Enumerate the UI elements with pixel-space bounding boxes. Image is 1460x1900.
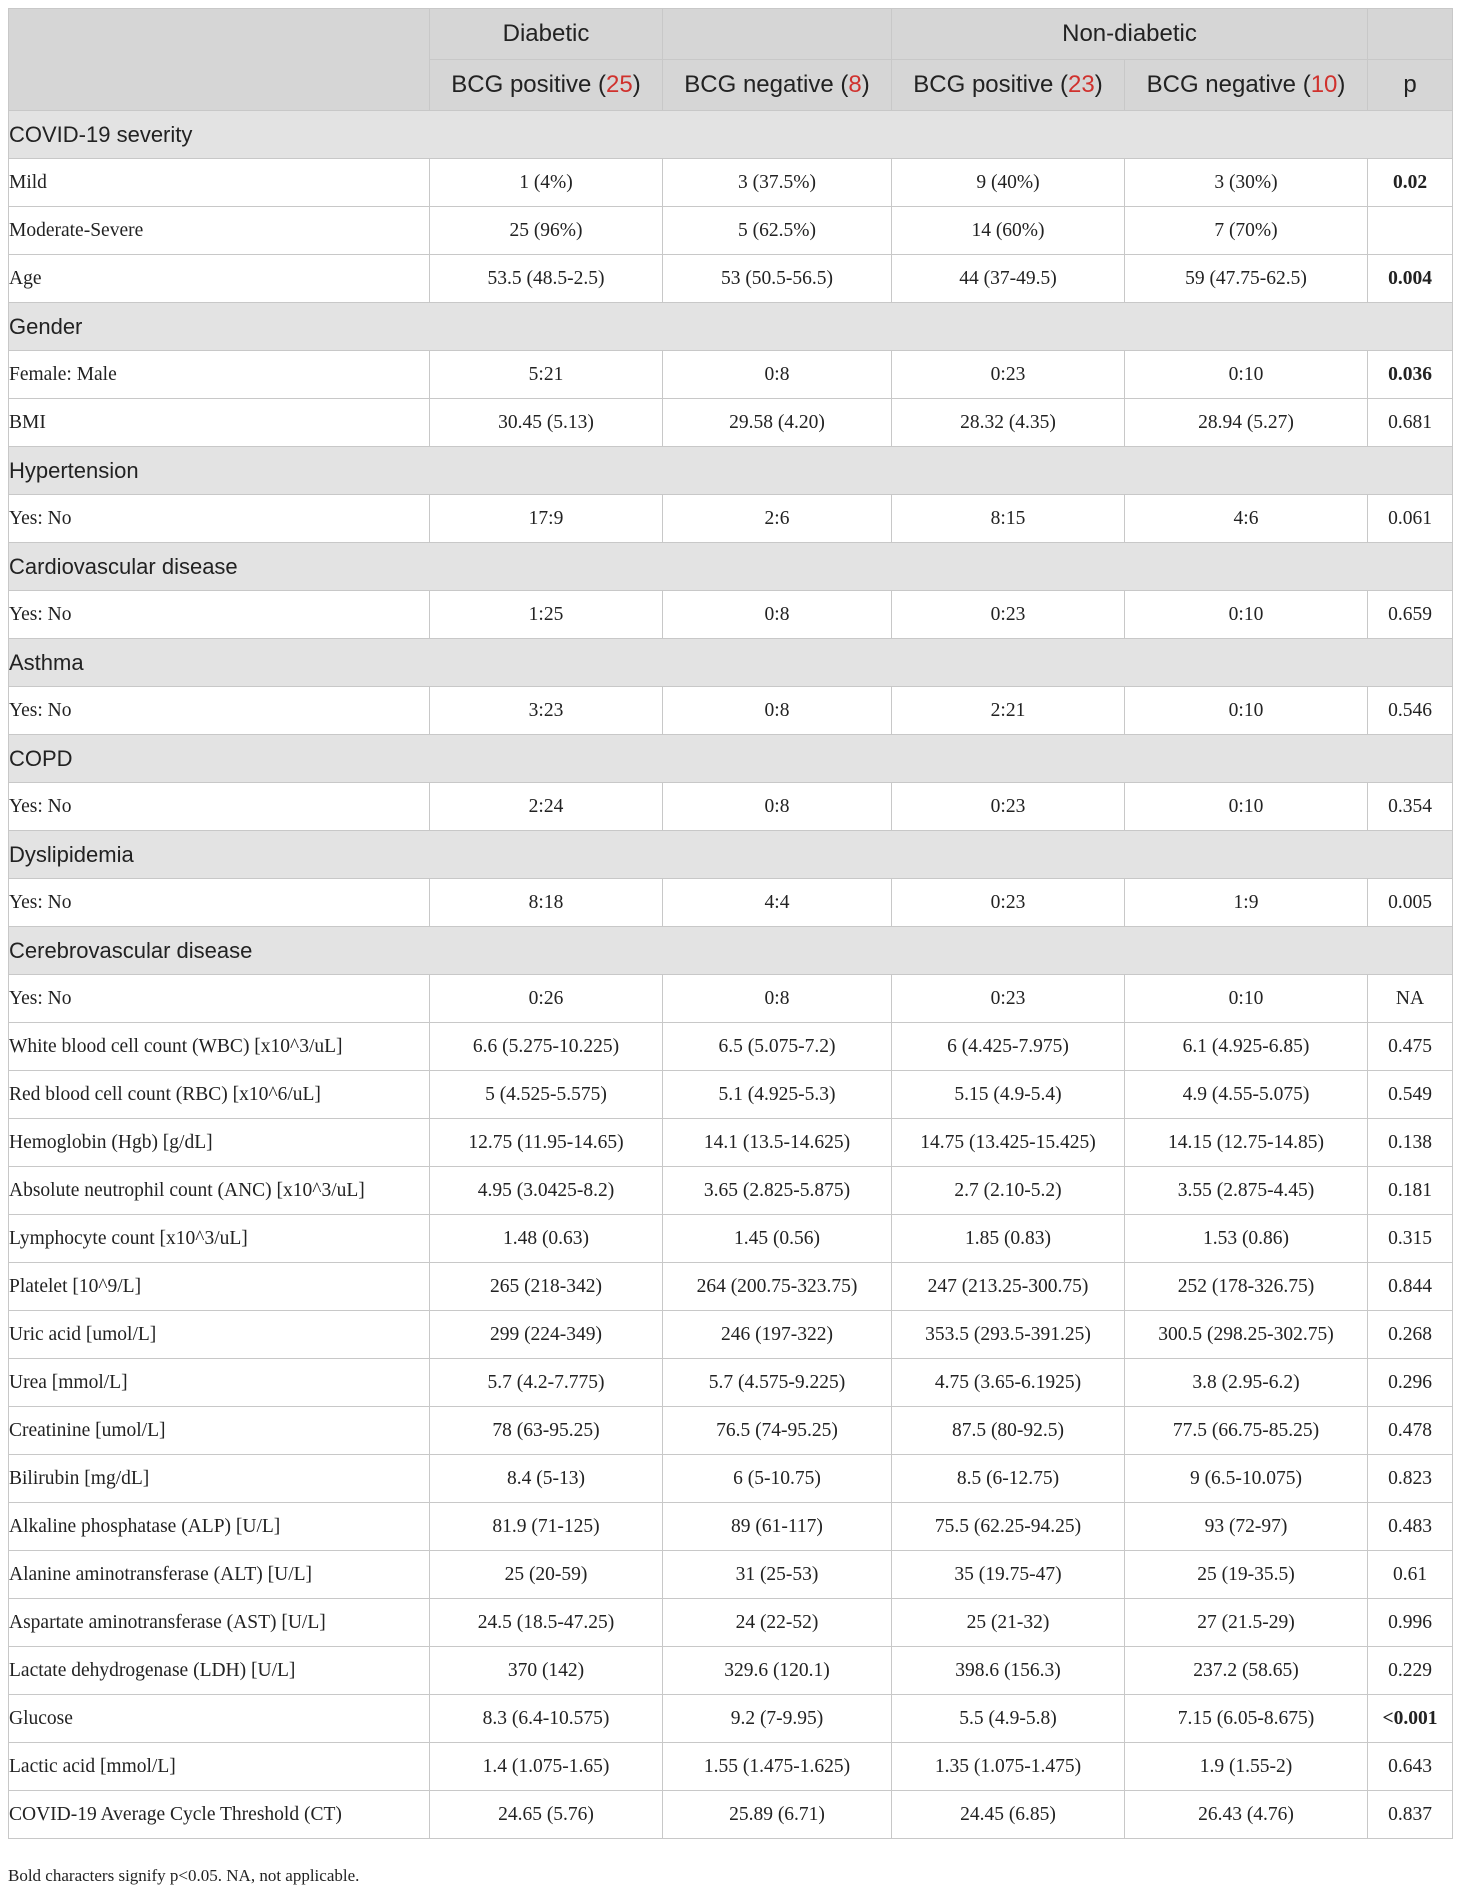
- table-row: [9, 1359, 1453, 1407]
- cell-value: 264 (200.75-323.75): [663, 1263, 892, 1311]
- cell-value: 44 (37-49.5): [892, 255, 1125, 303]
- header-col-2: BCG negative (8): [663, 60, 892, 111]
- table-row: [9, 1695, 1453, 1743]
- cell-value: 89 (61-117): [663, 1503, 892, 1551]
- cell-value: 25 (20-59): [430, 1551, 663, 1599]
- section-row: [9, 543, 1453, 591]
- cell-value: 25 (96%): [430, 207, 663, 255]
- cell-value: 14.75 (13.425-15.425): [892, 1119, 1125, 1167]
- row-label: Hemoglobin (Hgb) [g/dL]: [9, 1119, 430, 1167]
- cell-value: 53.5 (48.5-2.5): [430, 255, 663, 303]
- table-row: [9, 1023, 1453, 1071]
- table-row: [9, 351, 1453, 399]
- cell-value: 6 (5-10.75): [663, 1455, 892, 1503]
- cell-value: 265 (218-342): [430, 1263, 663, 1311]
- cell-value: 7 (70%): [1125, 207, 1368, 255]
- cell-value: 353.5 (293.5-391.25): [892, 1311, 1125, 1359]
- p-value: 0.005: [1368, 879, 1453, 927]
- p-value: 0.181: [1368, 1167, 1453, 1215]
- cell-value: 0:8: [663, 351, 892, 399]
- p-value: 0.844: [1368, 1263, 1453, 1311]
- p-value: 0.483: [1368, 1503, 1453, 1551]
- cell-value: 1.53 (0.86): [1125, 1215, 1368, 1263]
- cell-value: 9 (40%): [892, 159, 1125, 207]
- cell-value: 0:10: [1125, 351, 1368, 399]
- section-title: COVID-19 severity: [9, 111, 1453, 159]
- cell-value: 5 (62.5%): [663, 207, 892, 255]
- row-label: Aspartate aminotransferase (AST) [U/L]: [9, 1599, 430, 1647]
- cell-value: 5:21: [430, 351, 663, 399]
- table-row: [9, 1599, 1453, 1647]
- cell-value: 87.5 (80-92.5): [892, 1407, 1125, 1455]
- section-title: COPD: [9, 735, 1453, 783]
- cell-value: 300.5 (298.25-302.75): [1125, 1311, 1368, 1359]
- cell-value: 398.6 (156.3): [892, 1647, 1125, 1695]
- cell-value: 3 (37.5%): [663, 159, 892, 207]
- p-value: 0.061: [1368, 495, 1453, 543]
- cell-value: 370 (142): [430, 1647, 663, 1695]
- table-footnote: Bold characters signify p<0.05. NA, not applicable.: [8, 1866, 360, 1885]
- section-row: [9, 111, 1453, 159]
- cell-value: 0:23: [892, 783, 1125, 831]
- cell-value: 14.15 (12.75-14.85): [1125, 1119, 1368, 1167]
- cell-value: 26.43 (4.76): [1125, 1791, 1368, 1839]
- cell-value: 0:8: [663, 591, 892, 639]
- header-group-non-diabetic: Non-diabetic: [892, 9, 1368, 60]
- cell-value: 24.45 (6.85): [892, 1791, 1125, 1839]
- cell-value: 8:15: [892, 495, 1125, 543]
- row-label: Female: Male: [9, 351, 430, 399]
- cell-value: 0:23: [892, 975, 1125, 1023]
- p-value: 0.138: [1368, 1119, 1453, 1167]
- p-value: 0.659: [1368, 591, 1453, 639]
- cell-value: 7.15 (6.05-8.675): [1125, 1695, 1368, 1743]
- row-label: BMI: [9, 399, 430, 447]
- row-label: Platelet [10^9/L]: [9, 1263, 430, 1311]
- cell-value: 6 (4.425-7.975): [892, 1023, 1125, 1071]
- cell-value: 2.7 (2.10-5.2): [892, 1167, 1125, 1215]
- cell-value: 8.5 (6-12.75): [892, 1455, 1125, 1503]
- cell-value: 5 (4.525-5.575): [430, 1071, 663, 1119]
- row-label: Age: [9, 255, 430, 303]
- cell-value: 6.6 (5.275-10.225): [430, 1023, 663, 1071]
- cell-value: 0:10: [1125, 687, 1368, 735]
- cell-value: 1.35 (1.075-1.475): [892, 1743, 1125, 1791]
- cell-value: 9 (6.5-10.075): [1125, 1455, 1368, 1503]
- cell-value: 5.5 (4.9-5.8): [892, 1695, 1125, 1743]
- cell-value: 76.5 (74-95.25): [663, 1407, 892, 1455]
- row-label: Lactate dehydrogenase (LDH) [U/L]: [9, 1647, 430, 1695]
- cell-value: 4.95 (3.0425-8.2): [430, 1167, 663, 1215]
- section-row: [9, 927, 1453, 975]
- header-group-diabetic: Diabetic: [430, 9, 663, 60]
- cell-value: 1.4 (1.075-1.65): [430, 1743, 663, 1791]
- section-row: [9, 735, 1453, 783]
- p-value: 0.315: [1368, 1215, 1453, 1263]
- cell-value: 0:8: [663, 687, 892, 735]
- cell-value: 24 (22-52): [663, 1599, 892, 1647]
- cell-value: 3.55 (2.875-4.45): [1125, 1167, 1368, 1215]
- p-value: 0.475: [1368, 1023, 1453, 1071]
- cell-value: 8:18: [430, 879, 663, 927]
- p-value: <0.001: [1368, 1695, 1453, 1743]
- cell-value: 53 (50.5-56.5): [663, 255, 892, 303]
- table-row: [9, 1503, 1453, 1551]
- cell-value: 3.8 (2.95-6.2): [1125, 1359, 1368, 1407]
- row-label: Yes: No: [9, 495, 430, 543]
- row-label: Urea [mmol/L]: [9, 1359, 430, 1407]
- header-blank-p: [1368, 9, 1453, 60]
- cell-value: 93 (72-97): [1125, 1503, 1368, 1551]
- row-label: Lymphocyte count [x10^3/uL]: [9, 1215, 430, 1263]
- row-label: Yes: No: [9, 879, 430, 927]
- row-label: Uric acid [umol/L]: [9, 1311, 430, 1359]
- header-col-4: BCG negative (10): [1125, 60, 1368, 111]
- table-row: [9, 1551, 1453, 1599]
- cell-value: 14.1 (13.5-14.625): [663, 1119, 892, 1167]
- cell-value: 5.1 (4.925-5.3): [663, 1071, 892, 1119]
- cell-value: 2:21: [892, 687, 1125, 735]
- p-value: 0.61: [1368, 1551, 1453, 1599]
- cell-value: 0:23: [892, 879, 1125, 927]
- cell-value: 6.5 (5.075-7.2): [663, 1023, 892, 1071]
- table-row: [9, 1215, 1453, 1263]
- p-value: 0.036: [1368, 351, 1453, 399]
- cell-value: 1.45 (0.56): [663, 1215, 892, 1263]
- p-value: 0.354: [1368, 783, 1453, 831]
- table-row: [9, 1743, 1453, 1791]
- cell-value: 1.48 (0.63): [430, 1215, 663, 1263]
- table-row: [9, 1311, 1453, 1359]
- table-row: [9, 399, 1453, 447]
- p-value: 0.549: [1368, 1071, 1453, 1119]
- cell-value: 4:4: [663, 879, 892, 927]
- cell-value: 17:9: [430, 495, 663, 543]
- cell-value: 0:8: [663, 975, 892, 1023]
- header-col-3: BCG positive (23): [892, 60, 1125, 111]
- table-row: [9, 1647, 1453, 1695]
- table-row: [9, 1167, 1453, 1215]
- cell-value: 1.85 (0.83): [892, 1215, 1125, 1263]
- table-row: [9, 255, 1453, 303]
- cell-value: 5.7 (4.575-9.225): [663, 1359, 892, 1407]
- cell-value: 0:10: [1125, 783, 1368, 831]
- header-col-p: p: [1368, 60, 1453, 111]
- cell-value: 30.45 (5.13): [430, 399, 663, 447]
- cell-value: 1.9 (1.55-2): [1125, 1743, 1368, 1791]
- table-row: [9, 1119, 1453, 1167]
- table-row: [9, 495, 1453, 543]
- cell-value: 78 (63-95.25): [430, 1407, 663, 1455]
- cell-value: 6.1 (4.925-6.85): [1125, 1023, 1368, 1071]
- row-label: Lactic acid [mmol/L]: [9, 1743, 430, 1791]
- cell-value: 8.3 (6.4-10.575): [430, 1695, 663, 1743]
- cell-value: 28.32 (4.35): [892, 399, 1125, 447]
- cell-value: 1 (4%): [430, 159, 663, 207]
- cell-value: 3:23: [430, 687, 663, 735]
- row-label: Absolute neutrophil count (ANC) [x10^3/uL]: [9, 1167, 430, 1215]
- cell-value: 3.65 (2.825-5.875): [663, 1167, 892, 1215]
- table-row: [9, 207, 1453, 255]
- p-value: 0.823: [1368, 1455, 1453, 1503]
- cell-value: 1:9: [1125, 879, 1368, 927]
- table-body: [9, 111, 1453, 1839]
- cell-value: 25 (21-32): [892, 1599, 1125, 1647]
- cell-value: 5.7 (4.2-7.775): [430, 1359, 663, 1407]
- cell-value: 4.75 (3.65-6.1925): [892, 1359, 1125, 1407]
- cell-value: 25.89 (6.71): [663, 1791, 892, 1839]
- table-row: [9, 879, 1453, 927]
- section-title: Cardiovascular disease: [9, 543, 1453, 591]
- section-row: [9, 831, 1453, 879]
- row-label: Yes: No: [9, 975, 430, 1023]
- cell-value: 0:26: [430, 975, 663, 1023]
- cell-value: 1:25: [430, 591, 663, 639]
- section-title: Gender: [9, 303, 1453, 351]
- cell-value: 81.9 (71-125): [430, 1503, 663, 1551]
- cell-value: 25 (19-35.5): [1125, 1551, 1368, 1599]
- cell-value: 0:10: [1125, 591, 1368, 639]
- cell-value: 0:23: [892, 591, 1125, 639]
- row-label: Red blood cell count (RBC) [x10^6/uL]: [9, 1071, 430, 1119]
- table-row: [9, 1263, 1453, 1311]
- cell-value: 59 (47.75-62.5): [1125, 255, 1368, 303]
- table-row: [9, 159, 1453, 207]
- section-title: Asthma: [9, 639, 1453, 687]
- row-label: COVID-19 Average Cycle Threshold (CT): [9, 1791, 430, 1839]
- row-label: White blood cell count (WBC) [x10^3/uL]: [9, 1023, 430, 1071]
- cell-value: 252 (178-326.75): [1125, 1263, 1368, 1311]
- cell-value: 4.9 (4.55-5.075): [1125, 1071, 1368, 1119]
- cell-value: 2:24: [430, 783, 663, 831]
- p-value: 0.268: [1368, 1311, 1453, 1359]
- p-value: 0.229: [1368, 1647, 1453, 1695]
- row-label: Moderate-Severe: [9, 207, 430, 255]
- cell-value: 2:6: [663, 495, 892, 543]
- cell-value: 246 (197-322): [663, 1311, 892, 1359]
- cell-value: 237.2 (58.65): [1125, 1647, 1368, 1695]
- section-row: [9, 303, 1453, 351]
- row-label: Alanine aminotransferase (ALT) [U/L]: [9, 1551, 430, 1599]
- p-value: 0.004: [1368, 255, 1453, 303]
- cell-value: 0:23: [892, 351, 1125, 399]
- cell-value: 75.5 (62.25-94.25): [892, 1503, 1125, 1551]
- p-value: [1368, 207, 1453, 255]
- table-row: [9, 783, 1453, 831]
- table-row: [9, 975, 1453, 1023]
- cell-value: 29.58 (4.20): [663, 399, 892, 447]
- p-value: 0.643: [1368, 1743, 1453, 1791]
- cell-value: 1.55 (1.475-1.625): [663, 1743, 892, 1791]
- row-label: Bilirubin [mg/dL]: [9, 1455, 430, 1503]
- cell-value: 31 (25-53): [663, 1551, 892, 1599]
- cell-value: 24.65 (5.76): [430, 1791, 663, 1839]
- row-label: Glucose: [9, 1695, 430, 1743]
- cell-value: 14 (60%): [892, 207, 1125, 255]
- cell-value: 24.5 (18.5-47.25): [430, 1599, 663, 1647]
- section-title: Cerebrovascular disease: [9, 927, 1453, 975]
- table-row: [9, 591, 1453, 639]
- row-label: Yes: No: [9, 783, 430, 831]
- p-value: 0.996: [1368, 1599, 1453, 1647]
- p-value: 0.478: [1368, 1407, 1453, 1455]
- table-row: [9, 1791, 1453, 1839]
- p-value: 0.546: [1368, 687, 1453, 735]
- p-value: 0.02: [1368, 159, 1453, 207]
- cell-value: 28.94 (5.27): [1125, 399, 1368, 447]
- cell-value: 12.75 (11.95-14.65): [430, 1119, 663, 1167]
- header-group-diabetic-span: [663, 9, 892, 60]
- section-title: Dyslipidemia: [9, 831, 1453, 879]
- row-label: Mild: [9, 159, 430, 207]
- header-row-groups: [9, 9, 1453, 60]
- cell-value: 247 (213.25-300.75): [892, 1263, 1125, 1311]
- p-value: 0.837: [1368, 1791, 1453, 1839]
- p-value: 0.681: [1368, 399, 1453, 447]
- header-col-1: BCG positive (25): [430, 60, 663, 111]
- cell-value: 77.5 (66.75-85.25): [1125, 1407, 1368, 1455]
- p-value: NA: [1368, 975, 1453, 1023]
- section-row: [9, 639, 1453, 687]
- data-table: [8, 8, 1453, 1839]
- table-row: [9, 1071, 1453, 1119]
- cell-value: 0:8: [663, 783, 892, 831]
- cell-value: 3 (30%): [1125, 159, 1368, 207]
- cell-value: 4:6: [1125, 495, 1368, 543]
- row-label: Creatinine [umol/L]: [9, 1407, 430, 1455]
- header-blank: [9, 9, 430, 111]
- cell-value: 27 (21.5-29): [1125, 1599, 1368, 1647]
- row-label: Yes: No: [9, 591, 430, 639]
- row-label: Alkaline phosphatase (ALP) [U/L]: [9, 1503, 430, 1551]
- cell-value: 5.15 (4.9-5.4): [892, 1071, 1125, 1119]
- cell-value: 35 (19.75-47): [892, 1551, 1125, 1599]
- row-label: Yes: No: [9, 687, 430, 735]
- cell-value: 0:10: [1125, 975, 1368, 1023]
- cell-value: 299 (224-349): [430, 1311, 663, 1359]
- section-row: [9, 447, 1453, 495]
- cell-value: 8.4 (5-13): [430, 1455, 663, 1503]
- p-value: 0.296: [1368, 1359, 1453, 1407]
- table-row: [9, 1407, 1453, 1455]
- table-row: [9, 687, 1453, 735]
- section-title: Hypertension: [9, 447, 1453, 495]
- cell-value: 329.6 (120.1): [663, 1647, 892, 1695]
- cell-value: 9.2 (7-9.95): [663, 1695, 892, 1743]
- table-row: [9, 1455, 1453, 1503]
